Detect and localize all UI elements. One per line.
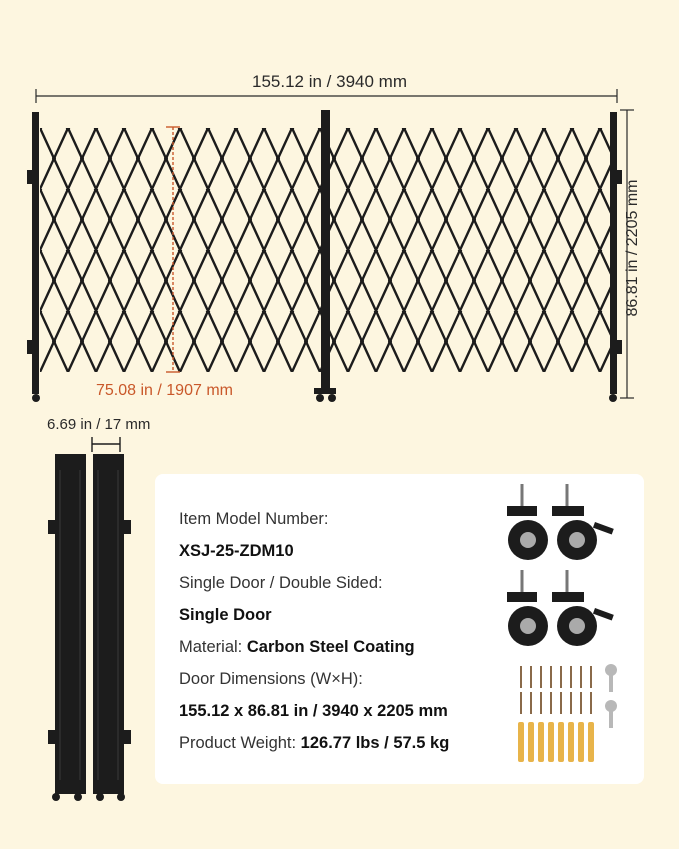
width-dimension-label: 155.12 in / 3940 mm — [252, 72, 407, 91]
caster-wheel-icon — [52, 793, 60, 801]
caster-wheel-icon — [328, 394, 336, 402]
weight-value: 126.77 lbs / 57.5 kg — [300, 734, 450, 752]
gate-illustration — [27, 110, 622, 402]
dimensions-label: Door Dimensions (W×H): — [179, 670, 363, 688]
height-dimension-label: 86.81 in / 2205 mm — [624, 179, 641, 317]
caster-wheel-icon — [96, 793, 104, 801]
accessories-illustration — [155, 474, 644, 784]
dimensions-value: 155.12 x 86.81 in / 3940 x 2205 mm — [179, 702, 448, 720]
caster-wheel-icon — [507, 484, 548, 560]
caster-wheel-icon — [74, 793, 82, 801]
depth-dimension-label: 6.69 in / 17 mm — [47, 416, 151, 433]
wall-anchor-icon — [518, 722, 594, 762]
caster-wheel-icon — [609, 394, 617, 402]
caster-wheel-icon — [316, 394, 324, 402]
gate-right-lattice — [330, 128, 610, 372]
screw-icon — [521, 666, 591, 714]
caster-wheel-icon — [507, 570, 548, 646]
gate-left-lattice — [40, 128, 322, 372]
material-value: Carbon Steel Coating — [246, 638, 415, 656]
weight-label: Product Weight: — [179, 734, 301, 752]
caster-wheel-icon — [552, 570, 614, 646]
caster-wheel-icon — [32, 394, 40, 402]
depth-dimension-line — [92, 437, 120, 452]
folded-gate-illustration — [48, 454, 131, 801]
spec-card — [155, 474, 644, 784]
inner-height-dimension-label: 75.08 in / 1907 mm — [96, 382, 233, 399]
caster-wheel-icon — [552, 484, 614, 560]
model-label: Item Model Number: — [179, 510, 329, 528]
door-type-value: Single Door — [179, 606, 272, 624]
caster-wheel-icon — [117, 793, 125, 801]
door-type-label: Single Door / Double Sided: — [179, 574, 383, 592]
model-value: XSJ-25-ZDM10 — [179, 542, 294, 560]
key-icon — [605, 664, 617, 728]
gate-center-post — [321, 110, 330, 392]
material-label: Material: — [179, 638, 247, 656]
